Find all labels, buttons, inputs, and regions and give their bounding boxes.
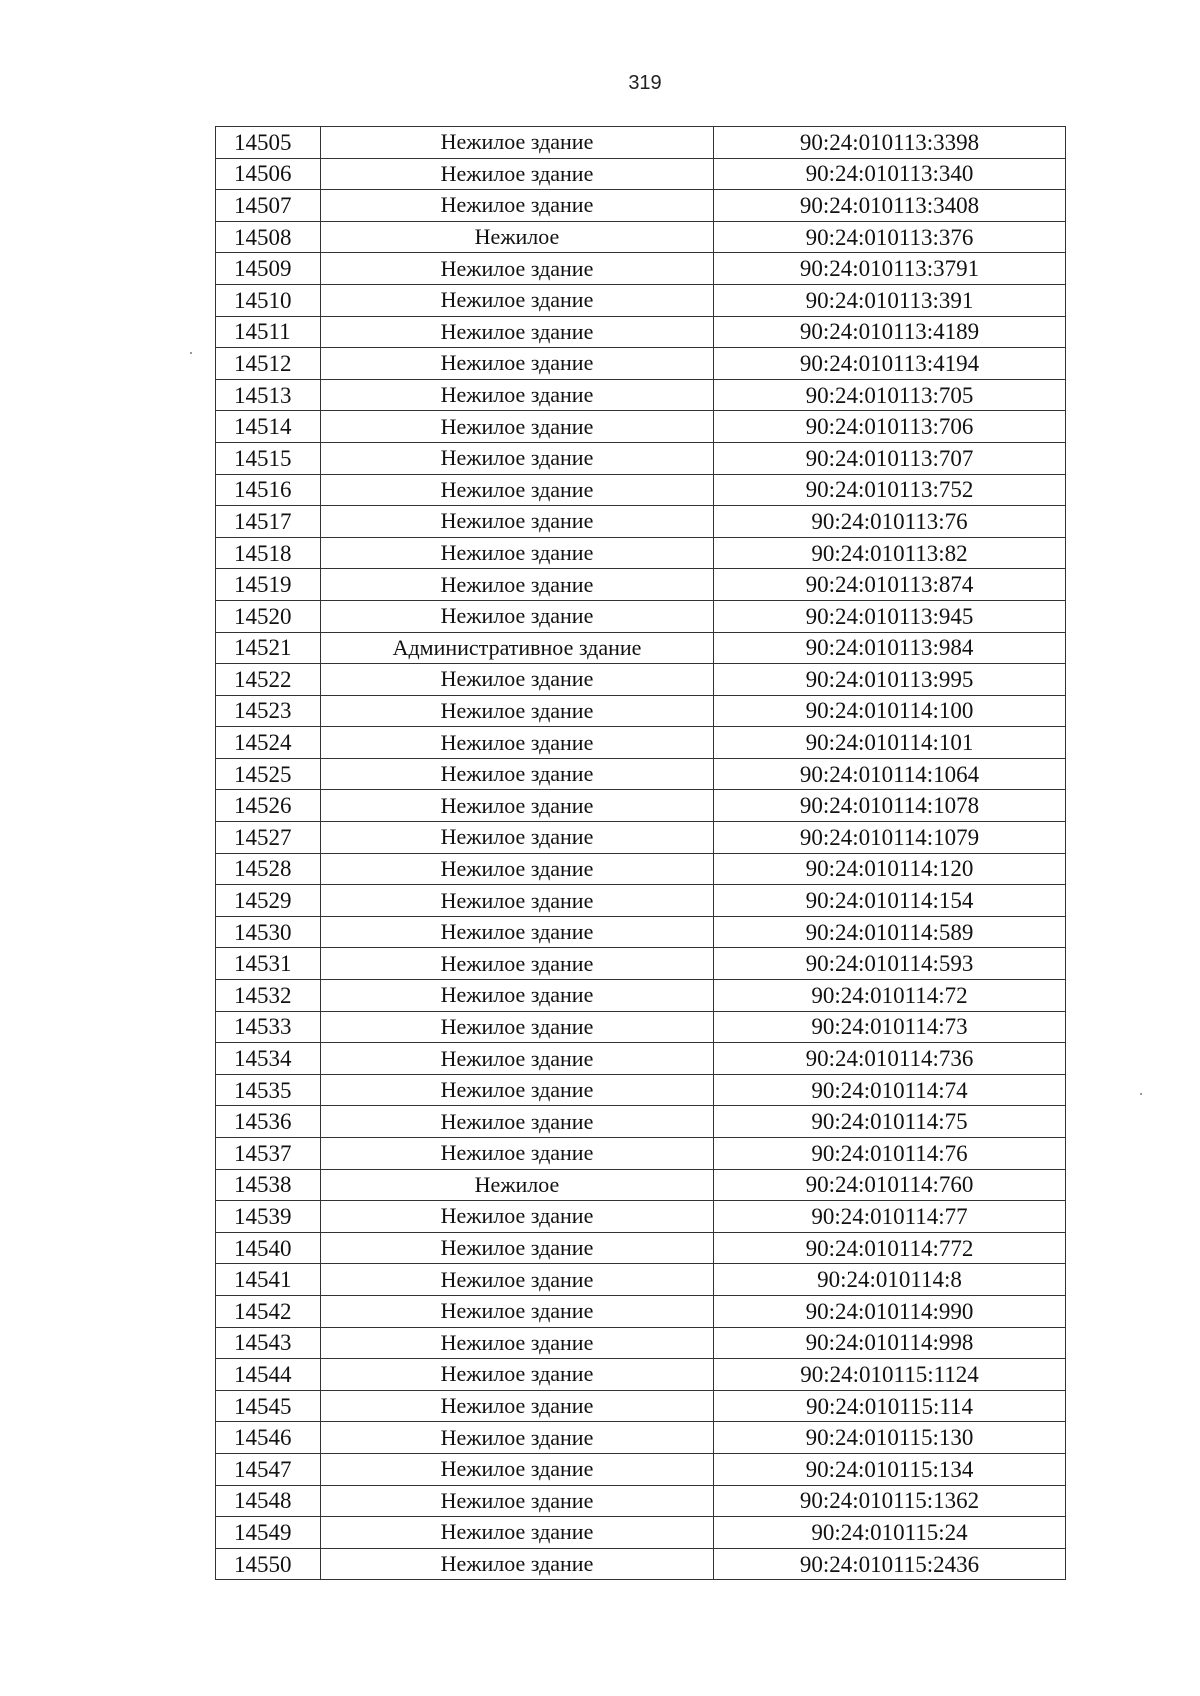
cadastral-number-cell: 90:24:010113:82 [714, 537, 1066, 569]
table-row [216, 379, 1066, 411]
row-number-cell: 14511 [216, 316, 321, 348]
object-name-cell: Нежилое здание [321, 284, 714, 316]
cadastral-number-cell: 90:24:010114:8 [714, 1264, 1066, 1296]
table-row [216, 411, 1066, 443]
cadastral-number-cell: 90:24:010115:114 [714, 1390, 1066, 1422]
cadastral-number-cell: 90:24:010114:1078 [714, 790, 1066, 822]
row-number-cell: 14547 [216, 1453, 321, 1485]
row-number-cell: 14508 [216, 221, 321, 253]
object-name-cell: Нежилое здание [321, 948, 714, 980]
table-row [216, 569, 1066, 601]
row-number-cell: 14549 [216, 1517, 321, 1549]
cadastral-number-cell: 90:24:010113:76 [714, 506, 1066, 538]
row-number-cell: 14507 [216, 190, 321, 222]
table-row [216, 1138, 1066, 1170]
cadastral-number-cell: 90:24:010113:3408 [714, 190, 1066, 222]
cadastral-number-cell: 90:24:010113:707 [714, 442, 1066, 474]
cadastral-number-cell: 90:24:010114:760 [714, 1169, 1066, 1201]
table-row [216, 790, 1066, 822]
table-row [216, 1011, 1066, 1043]
page-number: 319 [628, 72, 662, 94]
scan-speck [190, 352, 192, 354]
object-name-cell: Нежилое здание [321, 474, 714, 506]
object-name-cell: Нежилое здание [321, 790, 714, 822]
row-number-cell: 14548 [216, 1485, 321, 1517]
table-row [216, 695, 1066, 727]
table-row [216, 1295, 1066, 1327]
row-number-cell: 14522 [216, 664, 321, 696]
table-row [216, 885, 1066, 917]
row-number-cell: 14540 [216, 1232, 321, 1264]
cadastral-number-cell: 90:24:010114:990 [714, 1295, 1066, 1327]
cadastral-number-cell: 90:24:010113:995 [714, 664, 1066, 696]
table-row [216, 632, 1066, 664]
object-name-cell: Нежилое здание [321, 442, 714, 474]
table-row [216, 1106, 1066, 1138]
object-name-cell: Нежилое здание [321, 1074, 714, 1106]
row-number-cell: 14517 [216, 506, 321, 538]
cadastral-number-cell: 90:24:010114:73 [714, 1011, 1066, 1043]
table-row [216, 190, 1066, 222]
object-name-cell: Нежилое здание [321, 1264, 714, 1296]
object-name-cell: Нежилое здание [321, 379, 714, 411]
row-number-cell: 14520 [216, 600, 321, 632]
table-row [216, 127, 1066, 159]
object-name-cell: Нежилое здание [321, 316, 714, 348]
row-number-cell: 14530 [216, 916, 321, 948]
table-row [216, 158, 1066, 190]
object-name-cell: Нежилое здание [321, 411, 714, 443]
row-number-cell: 14505 [216, 127, 321, 159]
row-number-cell: 14544 [216, 1359, 321, 1391]
cadastral-number-cell: 90:24:010113:340 [714, 158, 1066, 190]
row-number-cell: 14523 [216, 695, 321, 727]
object-name-cell: Нежилое здание [321, 695, 714, 727]
object-name-cell: Нежилое здание [321, 158, 714, 190]
object-name-cell: Нежилое здание [321, 885, 714, 917]
table-row [216, 1359, 1066, 1391]
row-number-cell: 14509 [216, 253, 321, 285]
cadastral-number-cell: 90:24:010113:391 [714, 284, 1066, 316]
table-row [216, 1074, 1066, 1106]
object-name-cell: Нежилое здание [321, 1453, 714, 1485]
object-name-cell: Нежилое [321, 221, 714, 253]
object-name-cell: Нежилое здание [321, 1548, 714, 1580]
object-name-cell: Нежилое здание [321, 348, 714, 380]
table-row [216, 316, 1066, 348]
scan-speck [1140, 1093, 1142, 1095]
cadastral-number-cell: 90:24:010114:593 [714, 948, 1066, 980]
table-row [216, 600, 1066, 632]
row-number-cell: 14536 [216, 1106, 321, 1138]
table-row [216, 1485, 1066, 1517]
object-name-cell: Нежилое здание [321, 1390, 714, 1422]
cadastral-number-cell: 90:24:010114:998 [714, 1327, 1066, 1359]
object-name-cell: Нежилое здание [321, 727, 714, 759]
cadastral-number-cell: 90:24:010114:101 [714, 727, 1066, 759]
object-name-cell: Нежилое здание [321, 980, 714, 1012]
cadastral-number-cell: 90:24:010113:4194 [714, 348, 1066, 380]
cadastral-number-cell: 90:24:010114:76 [714, 1138, 1066, 1170]
object-name-cell: Нежилое здание [321, 1106, 714, 1138]
table-row [216, 1169, 1066, 1201]
object-name-cell: Нежилое здание [321, 1295, 714, 1327]
row-number-cell: 14529 [216, 885, 321, 917]
row-number-cell: 14526 [216, 790, 321, 822]
object-name-cell: Нежилое здание [321, 506, 714, 538]
object-name-cell: Нежилое здание [321, 253, 714, 285]
object-name-cell: Нежилое здание [321, 822, 714, 854]
row-number-cell: 14528 [216, 853, 321, 885]
table-row [216, 822, 1066, 854]
table-row [216, 1453, 1066, 1485]
row-number-cell: 14513 [216, 379, 321, 411]
row-number-cell: 14519 [216, 569, 321, 601]
table-row [216, 916, 1066, 948]
cadastral-number-cell: 90:24:010114:100 [714, 695, 1066, 727]
row-number-cell: 14532 [216, 980, 321, 1012]
row-number-cell: 14533 [216, 1011, 321, 1043]
object-name-cell: Нежилое здание [321, 537, 714, 569]
table-row [216, 474, 1066, 506]
object-name-cell: Нежилое здание [321, 569, 714, 601]
table-row [216, 253, 1066, 285]
object-name-cell: Нежилое здание [321, 600, 714, 632]
object-name-cell: Нежилое здание [321, 1232, 714, 1264]
cadastral-number-cell: 90:24:010114:75 [714, 1106, 1066, 1138]
row-number-cell: 14539 [216, 1201, 321, 1233]
table-row [216, 1422, 1066, 1454]
row-number-cell: 14545 [216, 1390, 321, 1422]
cadastral-number-cell: 90:24:010113:874 [714, 569, 1066, 601]
table-row [216, 1264, 1066, 1296]
table-row [216, 758, 1066, 790]
table-row [216, 1517, 1066, 1549]
row-number-cell: 14515 [216, 442, 321, 474]
table-row [216, 948, 1066, 980]
cadastral-number-cell: 90:24:010113:706 [714, 411, 1066, 443]
object-name-cell: Нежилое здание [321, 1359, 714, 1391]
cadastral-number-cell: 90:24:010115:134 [714, 1453, 1066, 1485]
table-row [216, 348, 1066, 380]
cadastral-number-cell: 90:24:010115:24 [714, 1517, 1066, 1549]
object-name-cell: Нежилое здание [321, 1201, 714, 1233]
object-name-cell: Нежилое здание [321, 758, 714, 790]
object-name-cell: Нежилое здание [321, 916, 714, 948]
cadastral-number-cell: 90:24:010114:1064 [714, 758, 1066, 790]
table-row [216, 727, 1066, 759]
table-row [216, 1390, 1066, 1422]
cadastral-number-cell: 90:24:010114:72 [714, 980, 1066, 1012]
cadastral-number-cell: 90:24:010113:3791 [714, 253, 1066, 285]
table-row [216, 221, 1066, 253]
registry-table [215, 126, 1066, 1580]
table-row [216, 664, 1066, 696]
cadastral-number-cell: 90:24:010115:1124 [714, 1359, 1066, 1391]
object-name-cell: Нежилое здание [321, 190, 714, 222]
table-row [216, 1548, 1066, 1580]
row-number-cell: 14521 [216, 632, 321, 664]
row-number-cell: 14541 [216, 1264, 321, 1296]
row-number-cell: 14514 [216, 411, 321, 443]
cadastral-number-cell: 90:24:010114:77 [714, 1201, 1066, 1233]
table-row [216, 442, 1066, 474]
cadastral-number-cell: 90:24:010113:3398 [714, 127, 1066, 159]
cadastral-number-cell: 90:24:010113:945 [714, 600, 1066, 632]
object-name-cell: Нежилое здание [321, 127, 714, 159]
table-row [216, 537, 1066, 569]
object-name-cell: Нежилое здание [321, 1327, 714, 1359]
row-number-cell: 14537 [216, 1138, 321, 1170]
object-name-cell: Административное здание [321, 632, 714, 664]
object-name-cell: Нежилое здание [321, 853, 714, 885]
cadastral-number-cell: 90:24:010114:772 [714, 1232, 1066, 1264]
registry-table-body [216, 127, 1066, 1580]
cadastral-number-cell: 90:24:010115:1362 [714, 1485, 1066, 1517]
cadastral-number-cell: 90:24:010113:4189 [714, 316, 1066, 348]
row-number-cell: 14535 [216, 1074, 321, 1106]
table-row [216, 1201, 1066, 1233]
row-number-cell: 14506 [216, 158, 321, 190]
cadastral-number-cell: 90:24:010114:74 [714, 1074, 1066, 1106]
table-row [216, 1232, 1066, 1264]
cadastral-number-cell: 90:24:010114:589 [714, 916, 1066, 948]
row-number-cell: 14516 [216, 474, 321, 506]
row-number-cell: 14542 [216, 1295, 321, 1327]
object-name-cell: Нежилое здание [321, 1422, 714, 1454]
object-name-cell: Нежилое здание [321, 1011, 714, 1043]
row-number-cell: 14543 [216, 1327, 321, 1359]
cadastral-number-cell: 90:24:010115:130 [714, 1422, 1066, 1454]
row-number-cell: 14534 [216, 1043, 321, 1075]
row-number-cell: 14538 [216, 1169, 321, 1201]
object-name-cell: Нежилое здание [321, 1138, 714, 1170]
cadastral-number-cell: 90:24:010114:154 [714, 885, 1066, 917]
row-number-cell: 14512 [216, 348, 321, 380]
row-number-cell: 14518 [216, 537, 321, 569]
row-number-cell: 14510 [216, 284, 321, 316]
table-row [216, 284, 1066, 316]
object-name-cell: Нежилое [321, 1169, 714, 1201]
object-name-cell: Нежилое здание [321, 1517, 714, 1549]
row-number-cell: 14524 [216, 727, 321, 759]
table-row [216, 506, 1066, 538]
cadastral-number-cell: 90:24:010113:705 [714, 379, 1066, 411]
cadastral-number-cell: 90:24:010113:752 [714, 474, 1066, 506]
table-row [216, 853, 1066, 885]
cadastral-number-cell: 90:24:010113:376 [714, 221, 1066, 253]
row-number-cell: 14527 [216, 822, 321, 854]
object-name-cell: Нежилое здание [321, 664, 714, 696]
row-number-cell: 14546 [216, 1422, 321, 1454]
cadastral-number-cell: 90:24:010115:2436 [714, 1548, 1066, 1580]
row-number-cell: 14531 [216, 948, 321, 980]
row-number-cell: 14550 [216, 1548, 321, 1580]
table-row [216, 1327, 1066, 1359]
row-number-cell: 14525 [216, 758, 321, 790]
table-row [216, 980, 1066, 1012]
cadastral-number-cell: 90:24:010114:1079 [714, 822, 1066, 854]
cadastral-number-cell: 90:24:010113:984 [714, 632, 1066, 664]
cadastral-number-cell: 90:24:010114:736 [714, 1043, 1066, 1075]
cadastral-number-cell: 90:24:010114:120 [714, 853, 1066, 885]
table-row [216, 1043, 1066, 1075]
object-name-cell: Нежилое здание [321, 1043, 714, 1075]
object-name-cell: Нежилое здание [321, 1485, 714, 1517]
